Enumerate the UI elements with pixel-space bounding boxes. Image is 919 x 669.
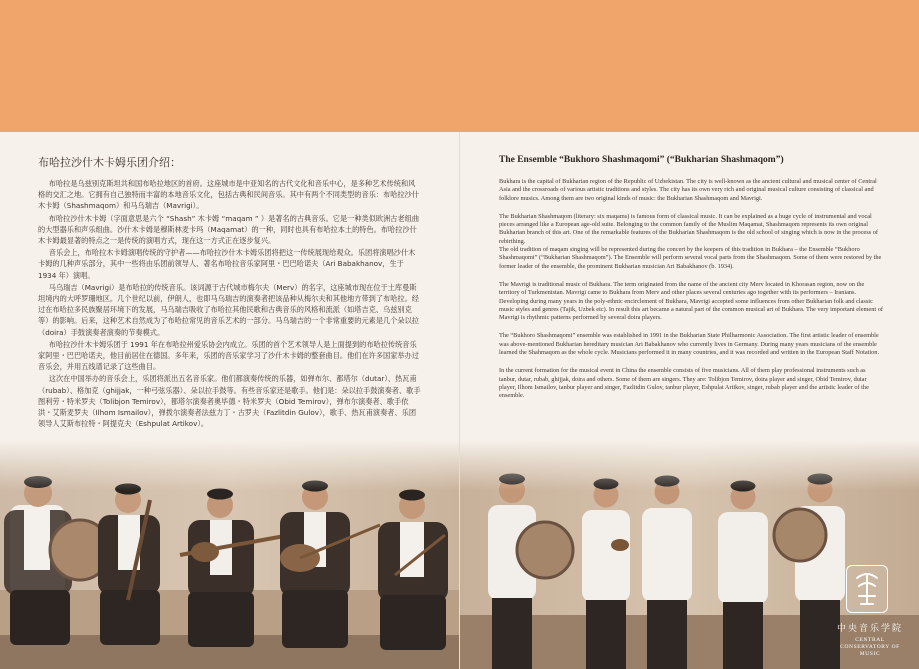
ensemble-photo-seated (0, 440, 459, 669)
english-paragraph: The “Bukhoro Shashmaqomi” ensemble was established in 1991 in the Bukharian State Philharmonic Association. The first artistic leader of ensemble was above-mentioned Bukharian hereditary musician Ari Babakhanov who currently lives in Germany. During many years musicians of the ensemble learned the Shahmaqom as the whole cycle. Musicians performed it in many countries, and it was recorded and written in the European Staff Notation. (499, 332, 880, 357)
conservatory-logo (838, 565, 910, 665)
chinese-paragraph: 布哈拉沙什木卡姆乐团于 1991 年在布哈拉州爱乐协会内成立。乐团的首个艺术领导人是上面提到的布哈拉传统音乐家阿里・巴巴哈诺夫，他目前居住在德国。多年来，乐团的音乐家学习了沙什木卡姆的整套曲目。他们在许多国家举办过音乐会，并用五线谱记录了这些曲目。 (38, 339, 419, 372)
logo-chinese-name: 中央音乐学院 (836, 624, 903, 634)
english-paragraph: In the current formation for the musical event in China the ensemble consists of five musicians. All of them play professional instruments such as tanbur, dutar, rubab, ghijjak, doira and others. Some of them are singers. They are: Tolibjon Temirov, doira player and singer, Obid Temirov, dutar player, Ilhom Ismailov, tanbur player and singer, Fazlitdin Gulov, tanbur player, Eshpulat Artikov, singer, rubab player and the artistic leader of the ensemble. (499, 367, 869, 400)
chinese-paragraph: 布哈拉是乌兹别克斯坦共和国布哈拉地区的首府。这座城市是中亚知名的古代文化和音乐中心，是多种艺术传统和风格的交汇之地。它拥有自己独特而丰富的本地音乐文化，包括古典和民间音乐。其中有两个不同类型的音乐：布哈拉沙什木卡姆（Shashmaqom）和马乌瑞吉（Mavrigi）。 (38, 179, 419, 211)
english-title: The Ensemble “Bukhoro Shashmaqomi” (“Bukharian Shashmaqom”) (499, 155, 784, 165)
english-paragraph: The Bukharian Shashmaqom (literary: six maqams) is famous form of classical music. It can be explained as a huge cycle of instrumental and vocal pieces arranged like a European age-old suite. Belonging to the common family of the Muslim Maqamat, Shashmaqom represents its own original Bukharian branch of this art. One of the remarkable features of the Bukharian Shashmaqom is the old school of singing which is now in the process of rebirthing. The old tradition of maqam singing will be represented during the concert by the keepers of this tradition in Bukhara – the Ensemble “Bukhoro Shashmaqomi” (“Bukharian Shashmaqom”). The Ensemble will perform several vocal parts from the Shashmaqom. Some of them were restored by the former leader of the ensemble, the prominent Bukharian musician Ari Babakhanov (b. 1934). (499, 212, 882, 270)
chinese-paragraph: 马乌瑞吉（Mavrigi）是布哈拉的传统音乐。该词源于古代城市梅尔夫（Merv）的名字，这座城市现在位于土库曼斯坦境内的大呼罗珊地区。几个世纪以前，伊朗人，也即马乌瑞吉的演奏者把该品种从梅尔夫和其他地方带到了布哈拉。经过在布哈拉多民族聚居环境下的发展，马乌瑞吉吸收了布哈拉其他民歌和古典音乐的风格和流派（如塔吉克、乌兹别克等）的影响。后来，这种艺术自然成为了布哈拉常见的音乐艺术的一部分。马乌瑞吉的一个非常重要的元素是几个朵以拉（doira）手鼓演奏者演奏的节奏模式。 (38, 282, 419, 337)
chinese-paragraph: 布哈拉沙什木卡姆（字面意思是六个 “Shash” 木卡姆 “maqam ” ）是著名的古典音乐。它是一种类似欧洲古老组曲的大型器乐和声乐组曲。沙什木卡姆是穆斯林麦卡玛（Maqamat）的一种，同时也具有布哈拉本土的特色。布哈拉沙什木卡姆最显著的特点之一是传统的演唱方式，现在这一方式正在逐步复兴。 (38, 213, 420, 246)
chinese-body (38, 178, 422, 430)
orange-header-band (0, 0, 919, 132)
chinese-paragraph: 音乐会上，布哈拉木卡姆演唱传统的守护者——布哈拉沙什木卡姆乐团将把这一传统展现给观众。乐团将演唱沙什木卡姆的几种声乐部分，其中一些将由乐团前领导人、著名布哈拉音乐家阿里・巴巴哈诺夫（Ari Babakhanov，生于 1934 年）演唱。 (38, 248, 416, 280)
logo-english-name: CENTRAL CONSERVATORY OF MUSIC (840, 637, 900, 657)
chinese-title: 布哈拉沙什木卡姆乐团介绍： (38, 156, 181, 169)
english-paragraph: Bukhara is the capital of Bukharian region of the Republic of Uzbekistan. The city is well-known as the ancient cultural and musical center of Central Asia and the crossroads of various artistic traditions and styles. The city has its own very rich and original musical culture consisting of classical and folklore musics. Among them are two original kinds of music: the Bukharian Shashmaqom and Mavrigi. (499, 178, 877, 202)
chinese-paragraph: 这次在中国举办的音乐会上，乐团将派出五名音乐家。他们都演奏传统的乐器，如弹布尔、都塔尔（dutar）、热瓦甫（rubab）、格加克（ghijjak，一种弓弦乐器）、朵以拉手鼓等。有些音乐家还是歌手。他们是：朵以拉手鼓演奏者、歌手图利劳・特米罗夫（Tolibjon Temirov），都塔尔演奏者奥毕德・特米罗夫（Obid Temirov），弹布尔演奏者、歌手依洪・艾斯麦罗夫（Ilhom Ismailov），弹拨尔演奏者法兹力丁・古罗夫（Fazlitdin Gulov），歌手、热瓦甫演奏者、乐团领导人艾斯布拉特・阿提克夫（Eshpulat Artikov）。 (38, 374, 421, 429)
logo-emblem-icon (846, 565, 888, 613)
english-paragraph: The Mavrigi is traditional music of Bukhara. The term originated from the name of the ancient city Merv located in Khorasan region, now on the territory of Turkmenistan. Mavrigi came to Bukhara from Merv and other places several centuries ago together with its performers – Iranians. Developing during many years in the poly-ethnic encirclement of Bukhara, Mavrigi accepted some influences from other Bukharian folk and classic music styles and genres (Tajik, Uzbek etc). In result this art became a natural part of the common musical art of Bukhara. The very important element of Mavrigi is rhythmic patterns performed by several doira players. (499, 280, 883, 322)
english-body (499, 178, 883, 411)
